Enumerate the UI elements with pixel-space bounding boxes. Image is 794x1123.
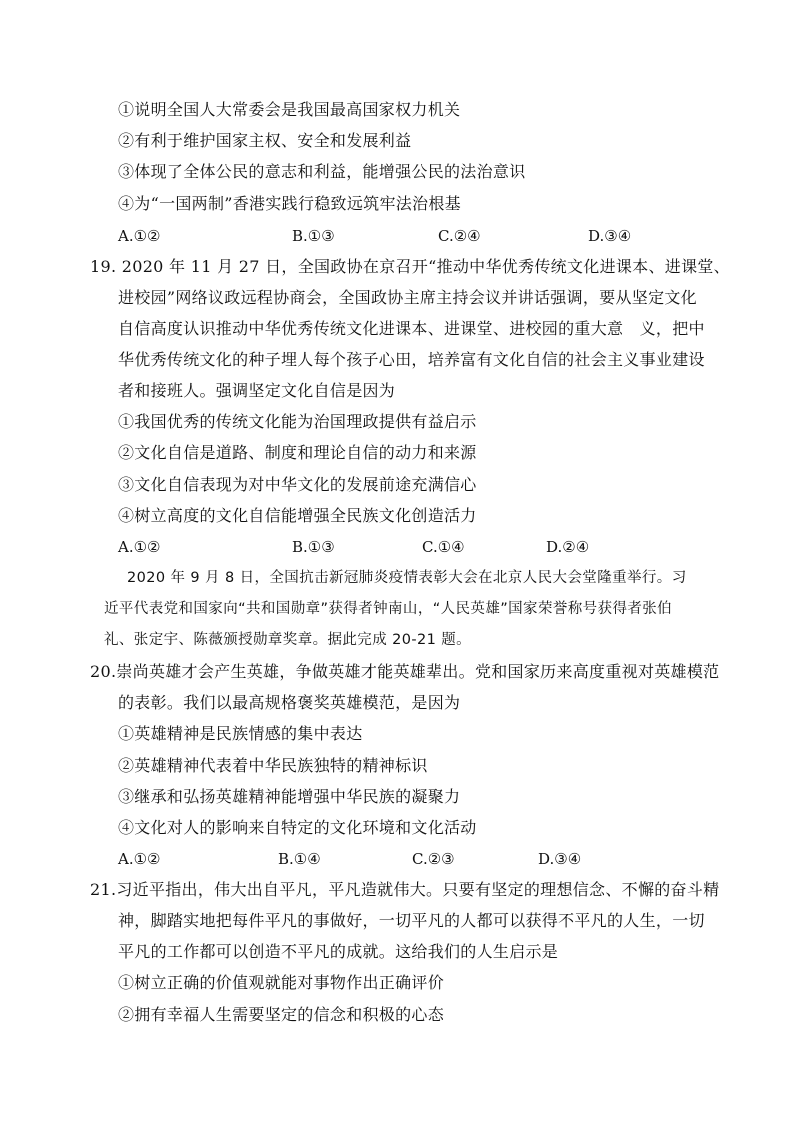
q18-item-2: ②有利于维护国家主权、安全和发展利益 [118,131,412,150]
q19-option-a: A.①② [118,538,161,556]
q21-stem-line-2: 神，脚踏实地把每件平凡的事做好，一切平凡的人都可以获得不平凡的人生，一切 [118,911,705,930]
q21-stem-line-1: 21.习近平指出，伟大出自平凡，平凡造就伟大。只要有坚定的理想信念、不懈的奋斗精 [90,880,720,899]
q20-stem-line-1: 20.崇尚英雄才会产生英雄，争做英雄才能英雄辈出。党和国家历来高度重视对英雄模范 [90,662,720,681]
q19-option-c: C.①④ [422,538,465,556]
q19-stem-line-1: 19. 2020 年 11 月 27 日，全国政协在京召开“推动中华优秀传统文化进课本、进课堂、 [90,257,730,276]
q20-option-a: A.①② [118,850,161,868]
q18-item-4: ④为“一国两制”香港实践行稳致远筑牢法治根基 [118,194,461,213]
q18-option-b: B.①③ [292,227,335,245]
q19-item-1: ①我国优秀的传统文化能为治国理政提供有益启示 [118,412,477,431]
q19-stem-line-4: 华优秀传统文化的种子埋人每个孩子心田，培养富有文化自信的社会主义事业建设 [118,350,705,369]
q20-option-d: D.③④ [538,850,582,868]
q18-item-1: ①说明全国人大常委会是我国最高国家权力机关 [118,100,461,119]
q20-item-4: ④文化对人的影响来自特定的文化环境和文化活动 [118,818,477,837]
q18-item-3: ③体现了全体公民的意志和利益，能增强公民的法治意识 [118,162,526,181]
q21-item-1: ①树立正确的价值观就能对事物作出正确评价 [118,973,445,992]
q20-item-2: ②英雄精神代表着中华民族独特的精神标识 [118,756,428,775]
q18-option-d: D.③④ [588,227,632,245]
q19-option-d: D.②④ [546,538,590,556]
q20-stem-line-2: 的表彰。我们以最高规格褒奖英雄模范，是因为 [118,693,461,712]
q19-stem-line-2: 进校园”网络议政远程协商会，全国政协主席主持会议并讲话强调，要从坚定文化 [118,288,697,307]
q20-option-b: B.①④ [278,850,321,868]
q20-item-3: ③继承和弘扬英雄精神能增强中华民族的凝聚力 [118,787,461,806]
q20-option-c: C.②③ [412,850,455,868]
q19-item-3: ③文化自信表现为对中华文化的发展前途充满信心 [118,475,477,494]
q19-item-2: ②文化自信是道路、制度和理论自信的动力和来源 [118,443,477,462]
q19-stem-line-3: 自信高度认识推动中华优秀传统文化进课本、进课堂、进校园的重大意 义，把中 [118,319,705,338]
q20-item-1: ①英雄精神是民族情感的集中表达 [118,724,363,743]
q18-option-a: A.①② [118,227,161,245]
q18-option-c: C.②④ [438,227,481,245]
material-line-2: 近平代表党和国家向“共和国勋章”获得者钟南山，“人民英雄”国家荣誉称号获得者张伯 [104,601,673,617]
q19-stem-line-5: 者和接班人。强调坚定文化自信是因为 [118,381,396,400]
material-line-3: 礼、张定宇、陈薇颁授勋章奖章。据此完成 20-21 题。 [104,632,472,648]
q21-item-2: ②拥有幸福人生需要坚定的信念和积极的心态 [118,1005,445,1024]
q19-option-b: B.①③ [292,538,335,556]
q19-item-4: ④树立高度的文化自信能增强全民族文化创造活力 [118,506,477,525]
q21-stem-line-3: 平凡的工作都可以创造不平凡的成就。这给我们的人生启示是 [118,942,559,961]
material-line-1: 2020 年 9 月 8 日，全国抗击新冠肺炎疫情表彰大会在北京人民大会堂隆重举行。习 [127,570,687,586]
